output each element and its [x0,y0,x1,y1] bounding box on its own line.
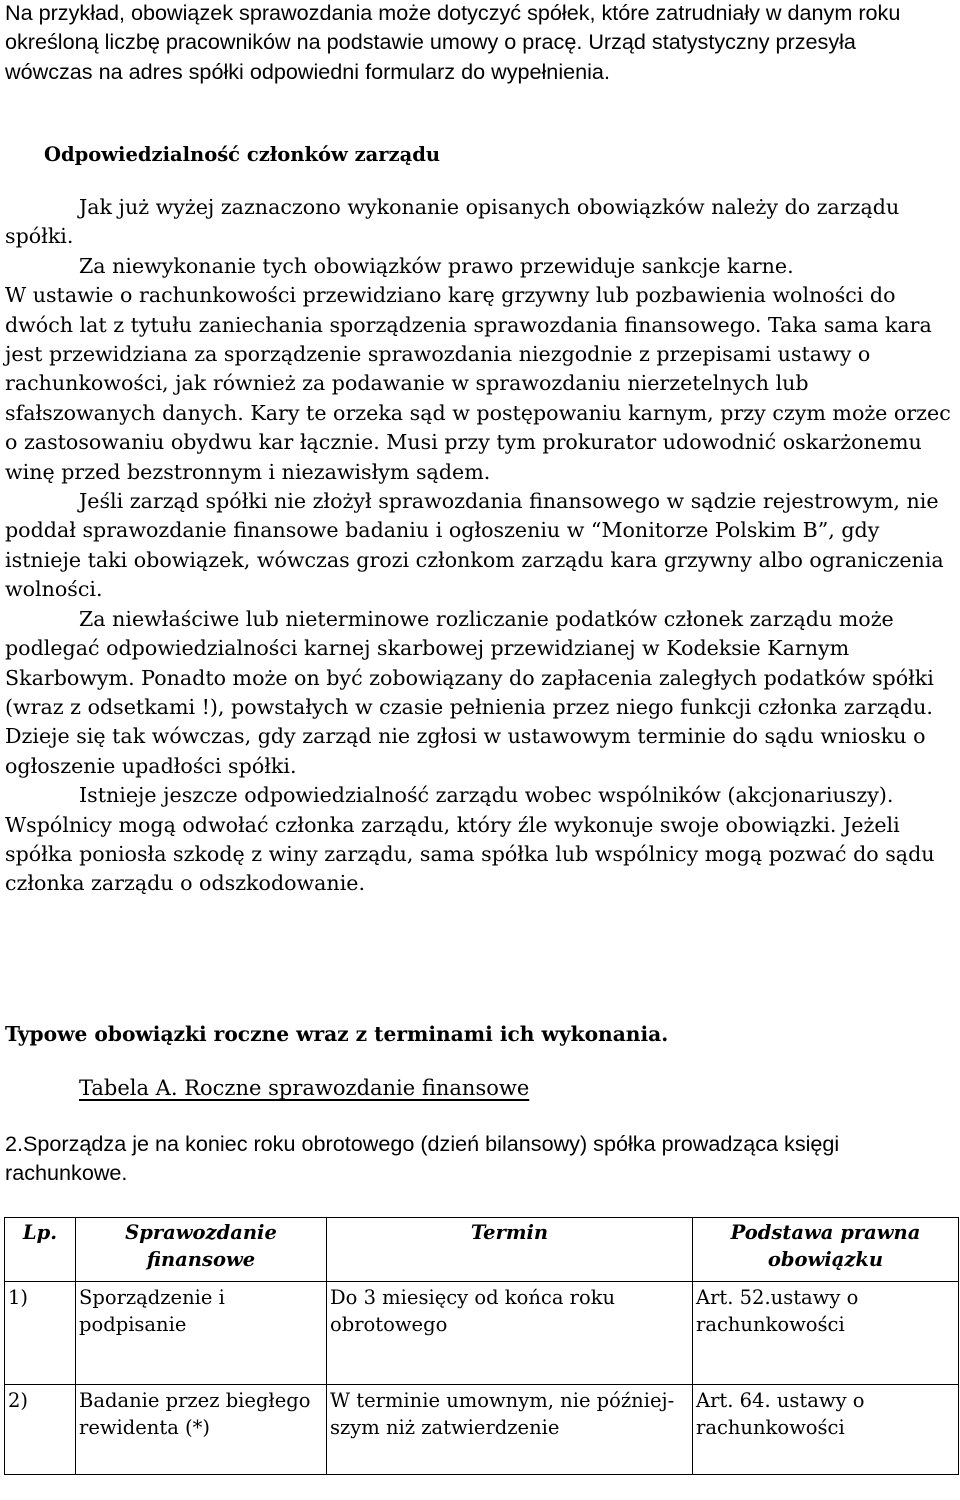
table-cell: Art. 52.ustawy o rachunkowości [693,1282,959,1385]
body-paragraph: W ustawie o rachunkowości przewidziano karę grzywny lub pozbawienia wolności do dwóch lat z tytułu zaniechania sporządzenia sprawozdania finansowego. Taka sama kara jest przewidziana za sporządzenie sprawozdania niezgodnie z przepisami ustawy o rachunkowości, jak również za podawanie w sprawozdaniu nierzetelnych lub sfałszowanych danych. Kary te orzeka sąd w postępowaniu karnym, przy czym może orzec o zastosowaniu obydwu kar łącznie. Musi przy tym prokurator udowodnić oskarżonemu winę przed bezstronnym i niezawisłym sądem. [5,283,951,484]
body-paragraph: Jak już wyżej zaznaczono wykonanie opisanych obowiązków należy do zarządu spółki. [5,195,900,249]
duties-paragraph: 2.Sporządza je na koniec roku obrotowego (dzień bilansowy) spółka prowadząca księgi rachunkowe. [5,1131,840,1186]
body-paragraph: Za niewłaściwe lub nieterminowe rozliczanie podatków członek zarządu może podlegać odpowiedzialności karnej skarbowej przewidzianej w Kodeksie Karnym Skarbowym. Ponadto może on być zobowiązany do zapłacenia zaległych podatków spółki (wraz z odsetkami !), powstałych w czasie pełnienia przez niego funkcji członka zarządu. Dzieje się tak wówczas, gdy zarząd nie zgłosi w ustawowym terminie do sądu wniosku o ogłoszenie upadłości spółki. [5,606,934,778]
table-cell: 1) [5,1282,76,1385]
table-cell: Sporządzenie i podpisanie [76,1282,327,1385]
responsibility-body [5,193,957,899]
body-paragraph: Za niewykonanie tych obowiązków prawo przewiduje sankcje karne. [79,253,794,278]
table-cell: Do 3 miesięcy od końca roku obrotowego [327,1282,693,1385]
body-paragraph: Istnieje jeszcze odpowiedzialność zarządu wobec wspólników (akcjonariuszy). Wspólnicy mogą odwołać członka zarządu, który źle wykonuje swoje obowiązki. Jeżeli spółka poniosła szkodę z winy zarządu, sama spółka lub wspólnicy mogą pozwać do sądu członka zarządu o odszkodowanie. [5,783,935,896]
table-header-cell: Lp. [5,1218,76,1282]
table-cell: Badanie przez biegłego rewidenta (*) [76,1385,327,1475]
table-row [5,1385,959,1475]
table-cell: 2) [5,1385,76,1475]
table-row [5,1282,959,1385]
section-heading-responsibility: Odpowiedzialność członków zarządu [44,143,441,166]
table-caption: Tabela A. Roczne sprawozdanie finansowe [79,1076,530,1100]
body-paragraph: Jeśli zarząd spółki nie złożył sprawozdania finansowego w sądzie rejestrowym, nie poddał sprawozdanie finansowe badaniu i ogłoszeniu w “Monitorze Polskim B”, gdy istnieje taki obowiązek, wówczas grozi członkom zarządu kara grzywny albo ograniczenia wolności. [5,489,944,602]
intro-paragraph: Na przykład, obowiązek sprawozdania może dotyczyć spółek, które zatrudniały w danym roku określoną liczbę pracowników na podstawie umowy o pracę. Urząd statystyczny przesyła wówczas na adres spółki odpowiedni formularz do wypełnienia. [5,0,901,84]
table-header-cell: Podstawa prawna obowiązku [693,1218,959,1282]
table-header-cell: Sprawozdanie finansowe [76,1218,327,1282]
table-header-cell: Termin [327,1218,693,1282]
table-cell: Art. 64. ustawy o rachunkowości [693,1385,959,1475]
table-header-row [5,1218,959,1282]
table-cell: W terminie umownym, nie późniejszym niż zatwierdzenie [327,1385,693,1475]
section-heading-duties: Typowe obowiązki roczne wraz z terminami ich wykonania. [5,1022,669,1046]
duties-table [4,1217,959,1475]
